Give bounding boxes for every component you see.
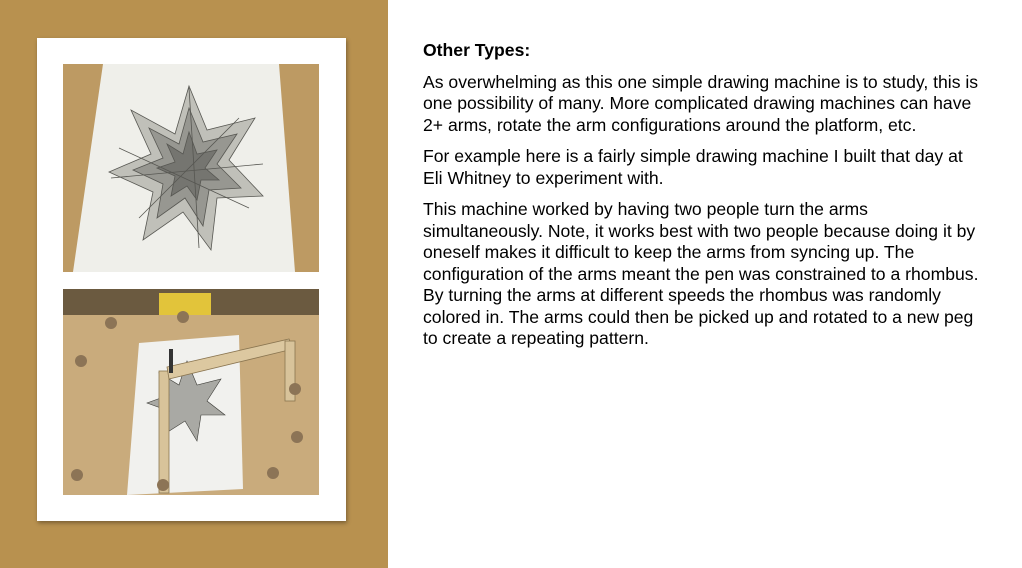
slide-heading: Other Types: (423, 40, 531, 60)
drawing-machine-photo (63, 289, 319, 495)
star-drawing-image (63, 64, 319, 272)
left-panel (0, 0, 388, 568)
star-drawing-photo (63, 64, 319, 272)
photo-card (37, 38, 346, 521)
paragraph-intro: As overwhelming as this one simple drawing machine is to study, this is one possibility of many. More complicated drawing machines can have 2+ arms, rotate the arm configurations around the platform, etc. (423, 71, 979, 135)
slide-text (423, 40, 983, 360)
paragraph-example: For example here is a fairly simple drawing machine I built that day at Eli Whitney to experiment with. (423, 146, 963, 188)
paragraph-machine-description: This machine worked by having two people turn the arms simultaneously. Note, it works best with two people because doing it by oneself makes it difficult to keep the arms from syncing up. The configuration of the arms meant the pen was constrained to a rhombus. By turning the arms at different speeds the rhombus was randomly colored in. The arms could then be picked up and rotated to a new peg to create a repeating pattern. (423, 199, 979, 348)
drawing-machine-image (63, 289, 319, 495)
